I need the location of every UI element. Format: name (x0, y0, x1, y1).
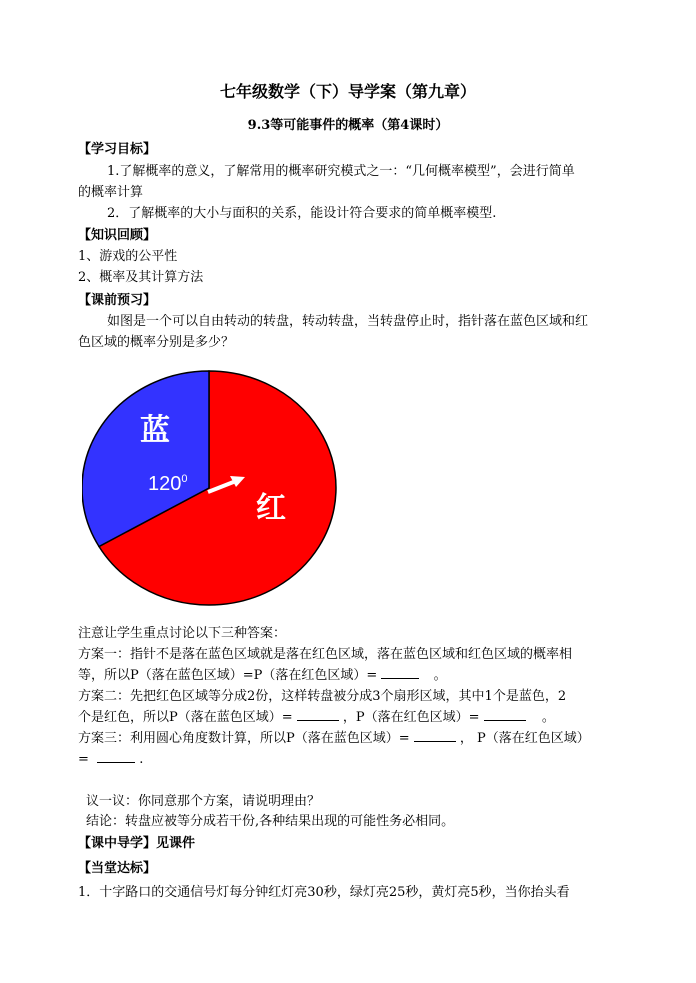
practice-question-1: 1．十字路口的交通信号灯每分钟红灯亮30秒，绿灯亮25秒，黄灯亮5秒，当你抬头看 (78, 885, 570, 900)
plan-3-line-1: 方案三：利用圆心角度数计算，所以P（落在蓝色区域）= ， P（落在红色区域） (78, 731, 590, 746)
answer-blank-4[interactable] (414, 730, 456, 742)
red-label: 红 (256, 491, 286, 526)
goal-1-line-2: 的概率计算 (78, 185, 144, 200)
answer-blank-1[interactable] (381, 667, 419, 679)
answer-blank-3[interactable] (484, 709, 526, 721)
spinner-figure (82, 370, 344, 608)
goal-2: 2．了解概率的大小与面积的关系，能设计符合要求的简单概率模型. (107, 206, 497, 221)
plan-2-line-1: 方案二：先把红色区域等分成2份，这样转盘被分成3个扇形区域，其中1个是蓝色，2 (78, 689, 567, 704)
discussion-intro: 注意让学生重点讨论以下三种答案： (78, 626, 287, 641)
section-preview: 【课前预习】 (78, 293, 157, 308)
goal-1-line-1: 1.了解概率的意义，了解常用的概率研究模式之一：“几何概率模型”，会进行简单 (107, 164, 575, 179)
section-guide: 【课中导学】见课件 (78, 836, 196, 851)
plan-1-line-1: 方案一：指针不是落在蓝色区域就是落在红色区域，落在蓝色区域和红色区域的概率相 (78, 647, 573, 662)
section-goals: 【学习目标】 (78, 142, 157, 157)
lesson-subtitle: 9.3等可能事件的概率（第4课时） (247, 118, 449, 133)
plan-2-line-2: 个是红色，所以P（落在蓝色区域）= ，P（落在红色区域）= 。 (78, 710, 555, 725)
section-practice: 【当堂达标】 (78, 861, 157, 876)
review-item-1: 1、游戏的公平性 (78, 249, 178, 264)
discuss-question: 议一议：你同意那个方案，请说明理由？ (86, 794, 321, 809)
blue-label: 蓝 (140, 413, 170, 448)
page-title: 七年级数学（下）导学案（第九章） (219, 82, 476, 101)
plan-1-line-2: 等，所以P（落在蓝色区域）=P（落在红色区域）= 。 (78, 668, 447, 683)
angle-label: $120^0$ (148, 473, 188, 495)
preview-line-2: 色区域的概率分别是多少？ (78, 335, 235, 350)
section-review: 【知识回顾】 (78, 228, 157, 243)
answer-blank-2[interactable] (297, 709, 339, 721)
preview-line-1: 如图是一个可以自由转动的转盘，转动转盘，当转盘停止时，指针落在蓝色区域和红 (107, 314, 589, 329)
review-item-2: 2、概率及其计算方法 (78, 270, 204, 285)
conclusion: 结论：转盘应被等分成若干份,各种结果出现的可能性务必相同。 (86, 814, 455, 829)
plan-3-line-2: = . (78, 752, 144, 767)
answer-blank-5[interactable] (97, 751, 135, 763)
